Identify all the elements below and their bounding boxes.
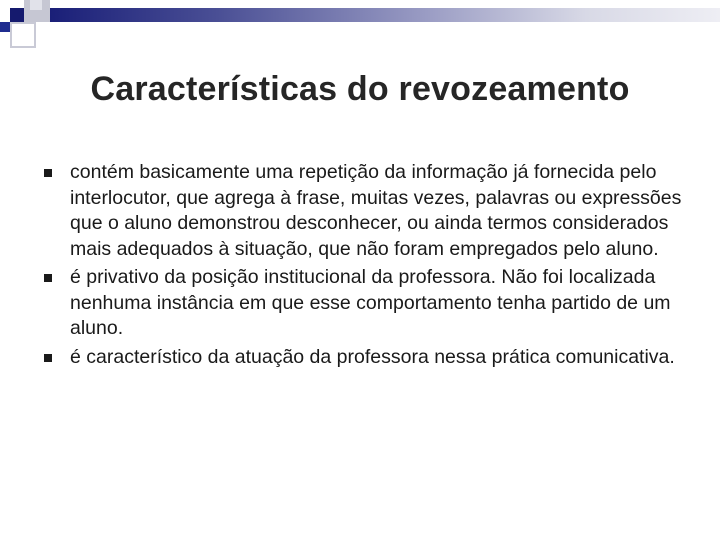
decorative-square bbox=[30, 0, 42, 10]
bullet-text: contém basicamente uma repetição da informação já fornecida pelo interlocutor, que agrega à frase, muitas vezes, palavras ou expressões que o aluno demonstrou desconhecer, ou ainda termos considerados mais adequados à situação, que não foram empregados pelo aluno. bbox=[70, 161, 682, 260]
decorative-square bbox=[10, 8, 24, 22]
bullet-text: é característico da atuação da professora nessa prática comunicativa. bbox=[70, 345, 675, 368]
square-bullet-icon bbox=[44, 274, 52, 282]
bullet-list bbox=[44, 160, 684, 370]
square-bullet-icon bbox=[44, 169, 52, 177]
decorative-square bbox=[0, 22, 10, 32]
decorative-square bbox=[10, 22, 36, 48]
header-gradient-bar bbox=[50, 8, 720, 22]
bullet-item bbox=[44, 265, 684, 342]
bullet-item bbox=[44, 160, 684, 262]
bullet-item bbox=[44, 345, 684, 371]
square-bullet-icon bbox=[44, 354, 52, 362]
bullet-text: é privativo da posição institucional da professora. Não foi localizada nenhuma instância em que esse comportamento tenha partido de um aluno. bbox=[70, 266, 671, 339]
slide-title: Características do revozeamento bbox=[90, 70, 630, 108]
